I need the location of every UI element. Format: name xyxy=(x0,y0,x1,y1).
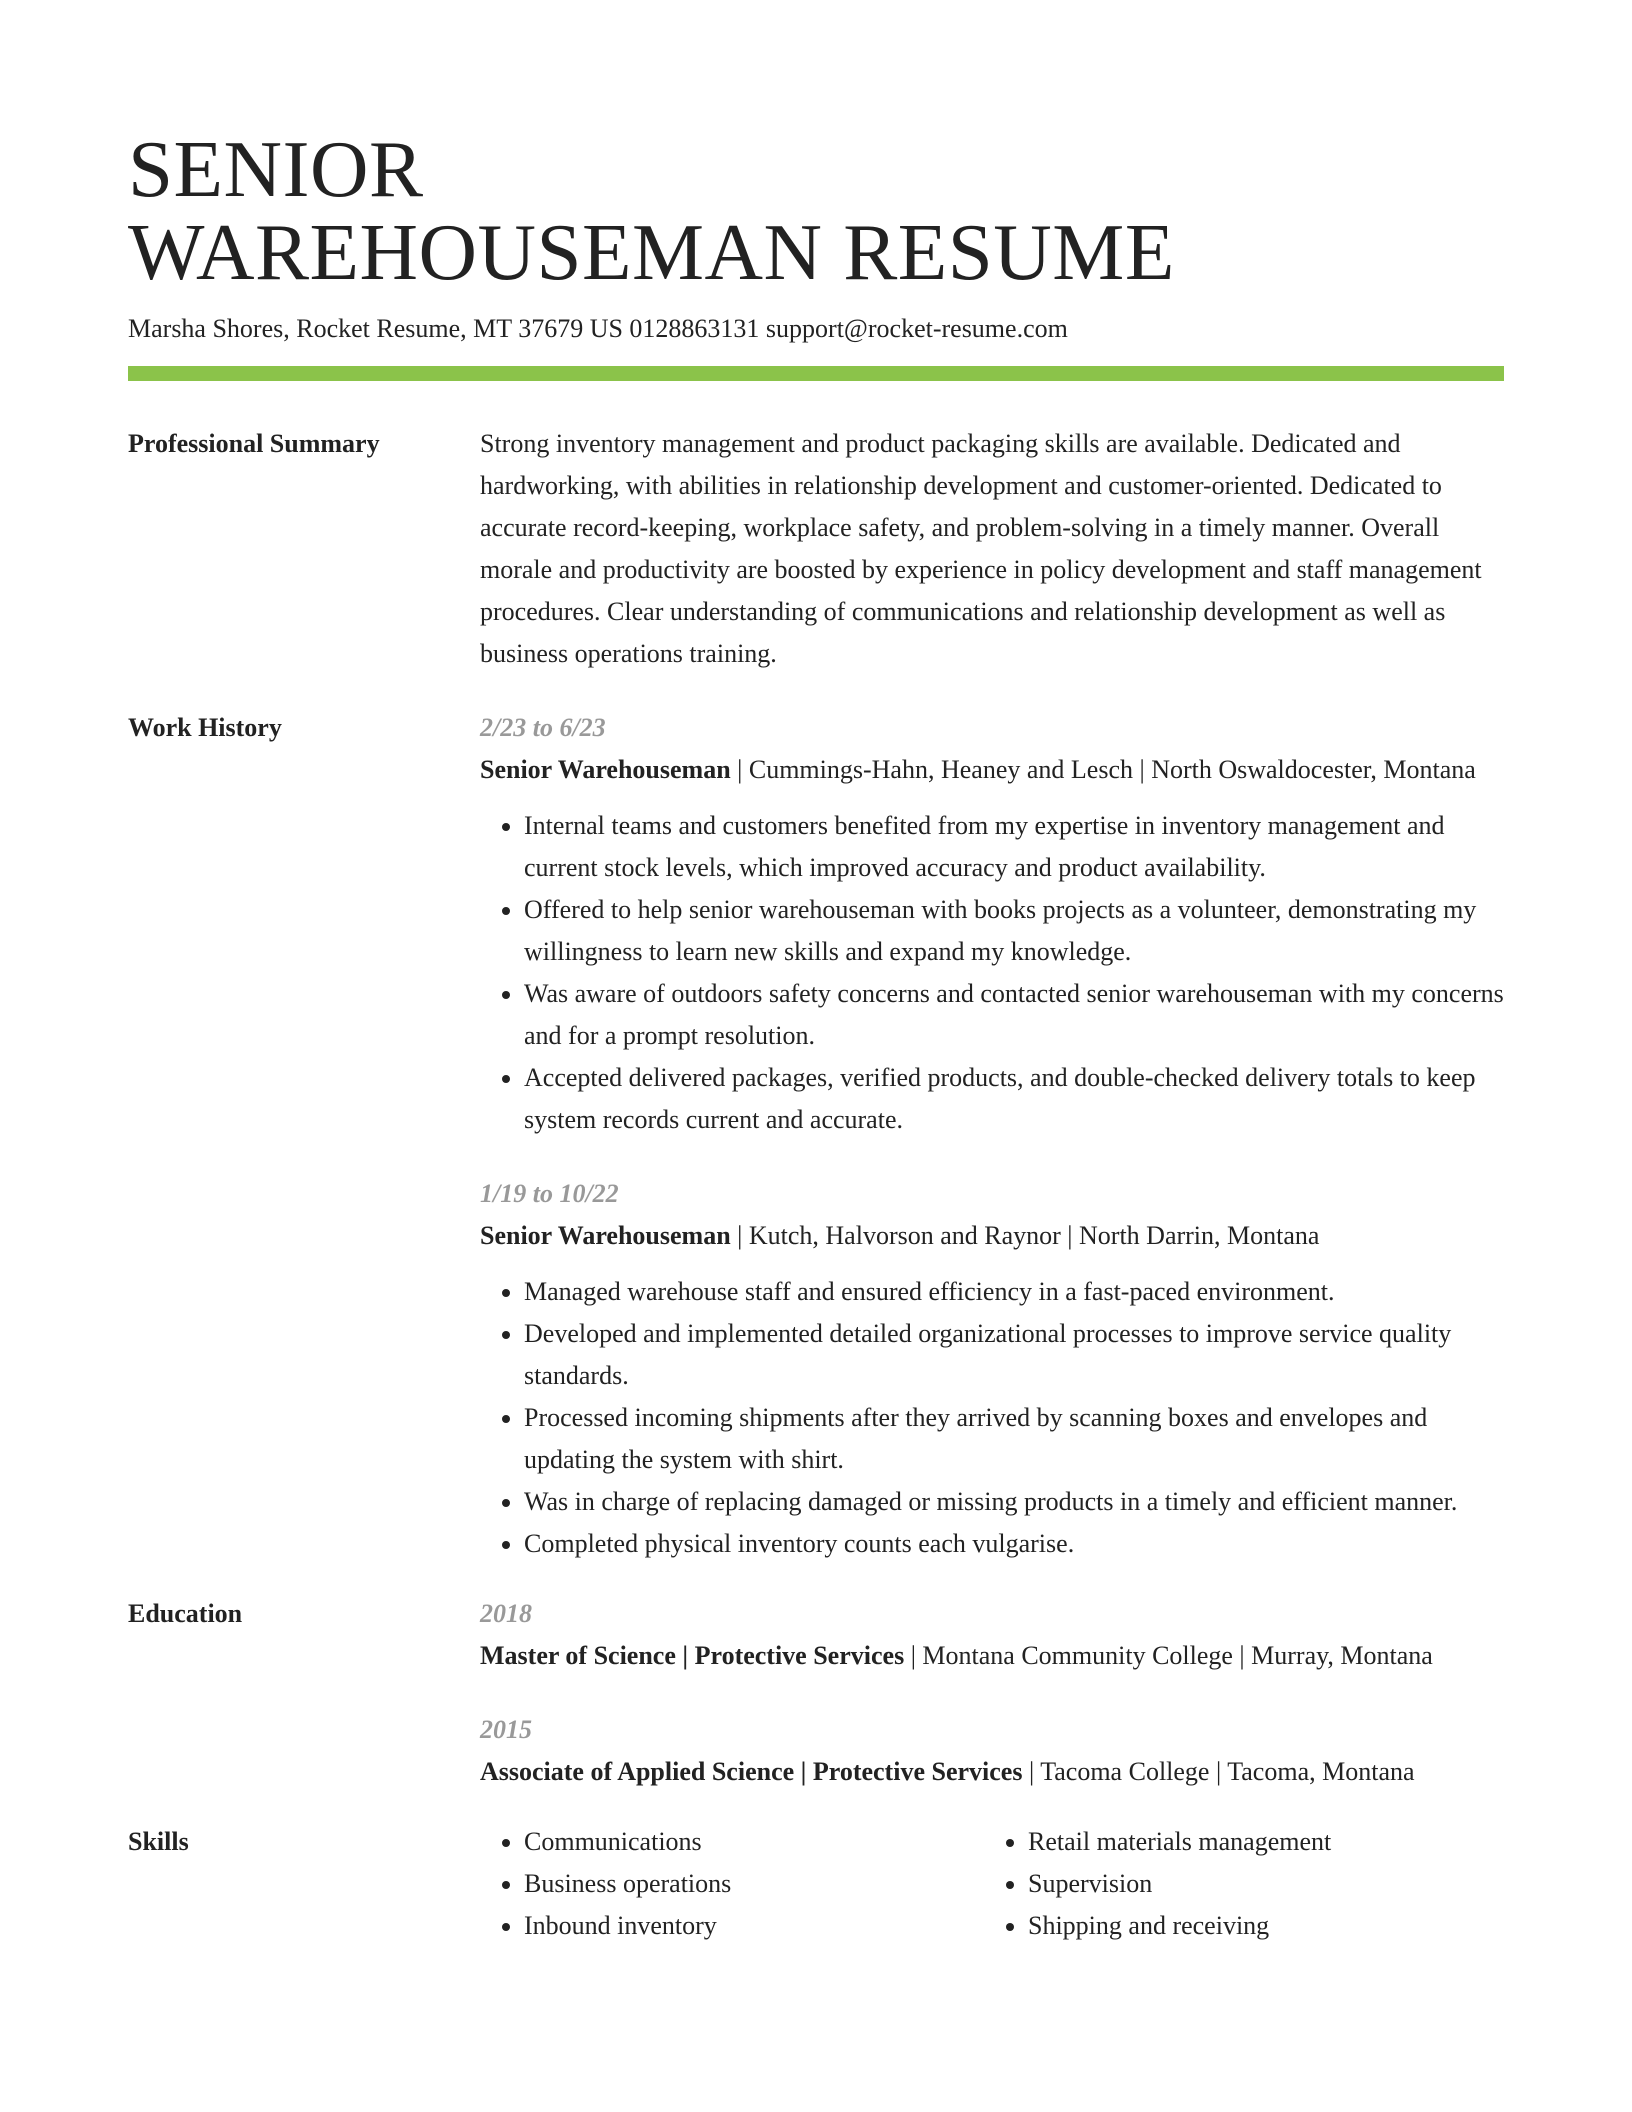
job-bullet: • Accepted delivered packages, verified products, and double-checked delivery totals to keep system records current and accurate. xyxy=(524,1057,1504,1141)
skills-list-right xyxy=(984,1821,1488,1947)
education-section xyxy=(128,1593,1504,1793)
education-entry xyxy=(480,1709,1504,1793)
work-history-label: Work History xyxy=(128,713,282,742)
education-degree: Master of Science | Protective Services xyxy=(480,1641,905,1670)
education-year: 2018 xyxy=(480,1599,532,1628)
skills-section xyxy=(128,1821,1504,1947)
skill-item: • Inbound inventory xyxy=(524,1905,984,1947)
job-bullet: • Was aware of outdoors safety concerns and contacted senior warehouseman with my concerns and for a prompt resolution. xyxy=(524,973,1504,1057)
job-role-line xyxy=(480,749,1504,791)
job-bullets xyxy=(480,1271,1504,1565)
skill-item: • Communications xyxy=(524,1821,984,1863)
job-bullet: • Internal teams and customers benefited from my expertise in inventory management and current stock levels, which improved accuracy and product availability. xyxy=(524,805,1504,889)
skills-columns xyxy=(480,1821,1504,1947)
resume-page xyxy=(128,0,1504,1947)
skills-list-left xyxy=(480,1821,984,1947)
resume-title xyxy=(128,0,1504,297)
summary-label: Professional Summary xyxy=(128,429,380,458)
contact-info: Marsha Shores, Rocket Resume, MT 37679 US 0128863131 support@rocket-resume.com xyxy=(128,314,1068,343)
skill-item: • Supervision xyxy=(1028,1863,1488,1905)
education-details: | Montana Community College | Murray, Montana xyxy=(904,1641,1433,1670)
skills-label: Skills xyxy=(128,1827,189,1856)
job-dates: 2/23 to 6/23 xyxy=(480,713,606,742)
accent-divider xyxy=(128,366,1504,381)
education-line xyxy=(480,1635,1504,1677)
job-bullet: • Managed warehouse staff and ensured efficiency in a fast-paced environment. xyxy=(524,1271,1504,1313)
skill-item: • Retail materials management xyxy=(1028,1821,1488,1863)
job-dates: 1/19 to 10/22 xyxy=(480,1179,619,1208)
job-details: | Cummings-Hahn, Heaney and Lesch | North Oswaldocester, Montana xyxy=(730,755,1476,784)
job-details: | Kutch, Halvorson and Raynor | North Darrin, Montana xyxy=(730,1221,1320,1250)
job-role-line xyxy=(480,1215,1504,1257)
title-line-1: SENIOR xyxy=(128,124,424,214)
summary-section xyxy=(128,423,1504,675)
education-line xyxy=(480,1751,1504,1793)
education-degree: Associate of Applied Science | Protective Services xyxy=(480,1757,1023,1786)
job-entry xyxy=(480,1173,1504,1565)
education-year: 2015 xyxy=(480,1715,532,1744)
education-details: | Tacoma College | Tacoma, Montana xyxy=(1022,1757,1415,1786)
title-line-2: WAREHOUSEMAN RESUME xyxy=(128,207,1175,297)
job-bullet: • Was in charge of replacing damaged or missing products in a timely and efficient manner. xyxy=(524,1481,1504,1523)
job-bullet: • Processed incoming shipments after they arrived by scanning boxes and envelopes and updating the system with shirt. xyxy=(524,1397,1504,1481)
education-entry xyxy=(480,1593,1504,1677)
job-bullet: • Completed physical inventory counts each vulgarise. xyxy=(524,1523,1504,1565)
job-entry xyxy=(480,707,1504,1141)
job-title: Senior Warehouseman xyxy=(480,1221,731,1250)
skill-item: • Business operations xyxy=(524,1863,984,1905)
work-history-section xyxy=(128,707,1504,1565)
job-bullet: • Offered to help senior warehouseman with books projects as a volunteer, demonstrating my willingness to learn new skills and expand my knowledge. xyxy=(524,889,1504,973)
job-bullets xyxy=(480,805,1504,1141)
summary-text: Strong inventory management and product packaging skills are available. Dedicated and hardworking, with abilities in relationship development and customer-oriented. Dedicated to accurate record-keeping, workplace safety, and problem-solving in a timely manner. Overall morale and productivity are boosted by experience in policy development and staff management procedures. Clear understanding of communications and relationship development as well as business operations training. xyxy=(480,429,1482,668)
skill-item: • Shipping and receiving xyxy=(1028,1905,1488,1947)
job-title: Senior Warehouseman xyxy=(480,755,731,784)
education-label: Education xyxy=(128,1599,243,1628)
job-bullet: • Developed and implemented detailed organizational processes to improve service quality standards. xyxy=(524,1313,1504,1397)
